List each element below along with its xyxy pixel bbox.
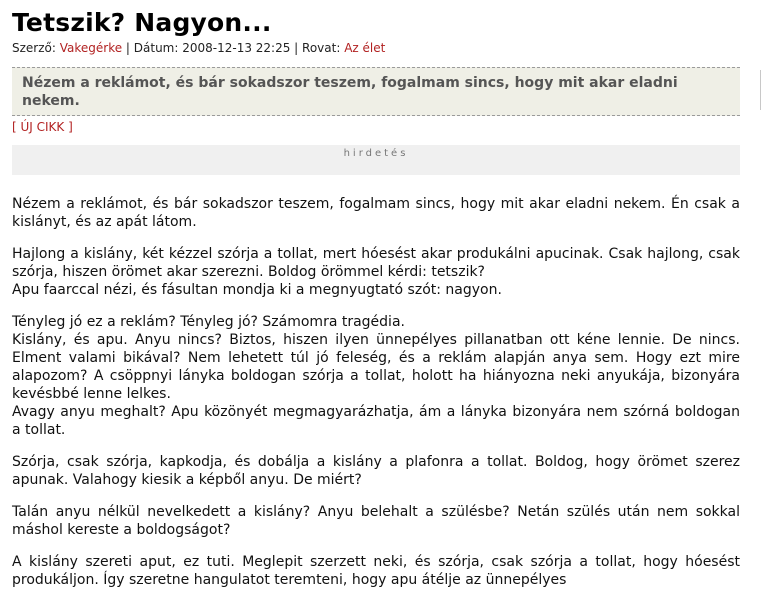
window-edge [760, 0, 764, 597]
article-body [12, 195, 740, 589]
ad-label: hirdetés [343, 148, 409, 159]
article-container [12, 0, 740, 597]
article-lead: Nézem a reklámot, és bár sokadszor teszem, fogalmam sincs, hogy mit akar eladni nekem. [12, 67, 740, 116]
paragraph-line: Tényleg jó ez a reklám? Tényleg jó? Számomra tragédia. [12, 314, 405, 330]
paragraph [12, 245, 740, 299]
paragraph-line: Hajlong a kislány, két kézzel szórja a tollat, mert hóesést akar produkálni apucinak. Csak hajlong, csak szórja, hiszen örömet akar szerezni. Boldog örömmel kérdi: tetszik? [12, 246, 740, 280]
bracket-open: [ [12, 120, 21, 134]
paragraph [12, 313, 740, 439]
paragraph-line: A kislány szereti aput, ez tuti. Meglepit szerzett neki, és szórja, csak szórja a tollat, hogy hóesést produkáljon. Így szeretne hangulatot teremteni, hogy apu átélje az ünnepélyes [12, 554, 740, 588]
date-label: | Dátum: 2008-12-13 22:25 | Rovat: [122, 41, 345, 55]
paragraph-line: Apu faarccal nézi, és fásultan mondja ki a megnyugtató szót: nagyon. [12, 282, 502, 298]
paragraph [12, 195, 740, 231]
author-link[interactable]: Vakegérke [59, 41, 123, 55]
paragraph [12, 453, 740, 489]
paragraph-line: Kislány, és apu. Anyu nincs? Biztos, hiszen ilyen ünnepélyes pillanatban ott kéne lennie. De nincs. Elment valami bikával? Nem lehetett túl jó feleség, és a reklám alapján anya sem. Hogy ezt mire alapozom? A csöppnyi lányka boldogan szórja a tollat, holott ha hiányozna neki anyukája, bizonyára kevésbbé lenne lelkes. [12, 332, 740, 402]
paragraph [12, 553, 740, 589]
paragraph-line: Szórja, csak szórja, kapkodja, és dobálja a kislány a plafonra a tollat. Boldog, hogy örömet szerez apunak. Valahogy kiesik a képből anyu. De miért? [12, 454, 740, 488]
new-article-row [12, 119, 740, 135]
new-article-link[interactable]: ÚJ CIKK [20, 120, 65, 134]
article-meta [12, 40, 740, 56]
ad-box [12, 145, 740, 175]
bracket-close: ] [64, 120, 73, 134]
window-edge-line [760, 70, 763, 110]
section-link[interactable]: Az élet [344, 41, 386, 55]
paragraph-line: Talán anyu nélkül nevelkedett a kislány? Anyu belehalt a szülésbe? Netán szülés után nem sokkal máshol kereste a boldogságot? [12, 504, 740, 538]
paragraph-line: Nézem a reklámot, és bár sokadszor teszem, fogalmam sincs, hogy mit akar eladni nekem. Én csak a kislányt, és az apát látom. [12, 196, 740, 230]
author-label: Szerző: [12, 41, 60, 55]
article-title: Tetszik? Nagyon... [12, 8, 272, 37]
paragraph-line: Avagy anyu meghalt? Apu közönyét megmagyarázhatja, ám a lányka bizonyára nem szórná boldogan a tollat. [12, 404, 740, 438]
paragraph [12, 503, 740, 539]
